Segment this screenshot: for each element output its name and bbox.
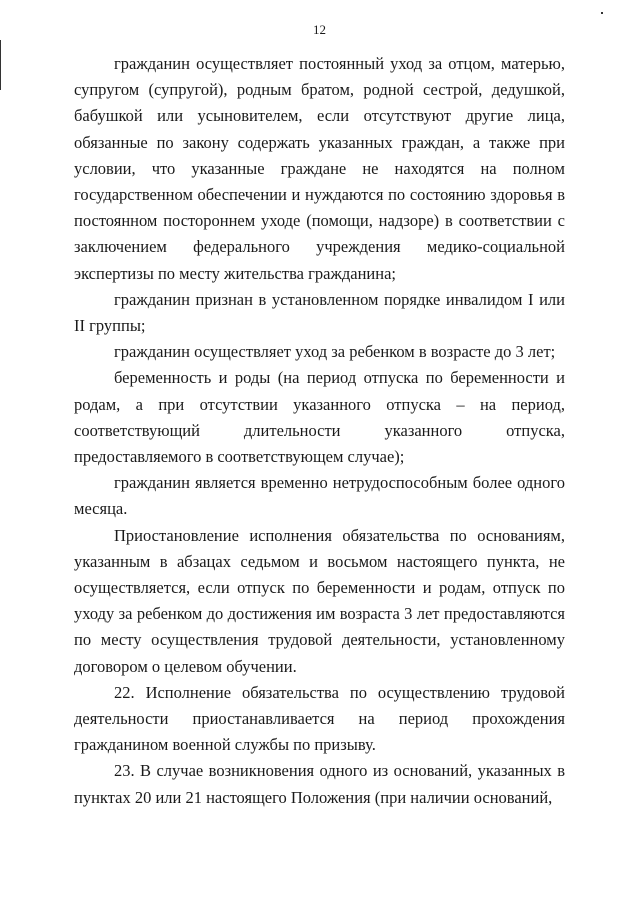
paragraph-clause-22: 22. Исполнение обязательства по осуществлению трудовой деятельности приостанавливается на период прохождения гражданином военной службы по призыву. [74, 682, 565, 755]
paragraph-child-care: гражданин осуществляет уход за ребенком в возрасте до 3 лет; [114, 342, 556, 362]
page-number: 12 [313, 22, 326, 37]
scan-edge-mark-top-right [601, 12, 603, 14]
document-body [74, 51, 565, 811]
paragraph-suspension-exception: Приостановление исполнения обязательства по основаниям, указанным в абзацах седьмом и восьмом настоящего пункта, не осуществляется, если отпуск по беременности и родам, отпуск по уходу за ребенком до достижения им возраста 3 лет предоставляются по месту осуществления трудовой деятельности, установленному договором о целевом обучении. [74, 525, 565, 676]
scan-edge-mark-left [0, 40, 1, 90]
paragraph-pregnancy: беременность и роды (на период отпуска по беременности и родам, а при отсутствии указанного отпуска – на период, соответствующий длительности указанного отпуска, предоставляемого в соответствующем случае); [74, 368, 565, 467]
paragraph-clause-23: 23. В случае возникновения одного из оснований, указанных в пунктах 20 или 21 настоящего Положения (при наличии оснований, [74, 761, 565, 807]
paragraph-care-for-relatives: гражданин осуществляет постоянный уход за отцом, матерью, супругом (супругой), родным братом, родной сестрой, дедушкой, бабушкой или усыновителем, если отсутствуют другие лица, обязанные по закону содержать указанных граждан, а также при условии, что указанные граждане не находятся на полном государственном обеспечении и нуждаются по состоянию здоровья в постоянном постороннем уходе (помощи, надзоре) в соответствии с заключением федерального учреждения медико-социальной экспертизы по месту жительства гражданина; [74, 54, 565, 283]
paragraph-disability: гражданин признан в установленном порядке инвалидом I или II группы; [74, 289, 565, 336]
paragraph-temporary-disability: гражданин является временно нетрудоспособным более одного месяца. [74, 473, 565, 519]
